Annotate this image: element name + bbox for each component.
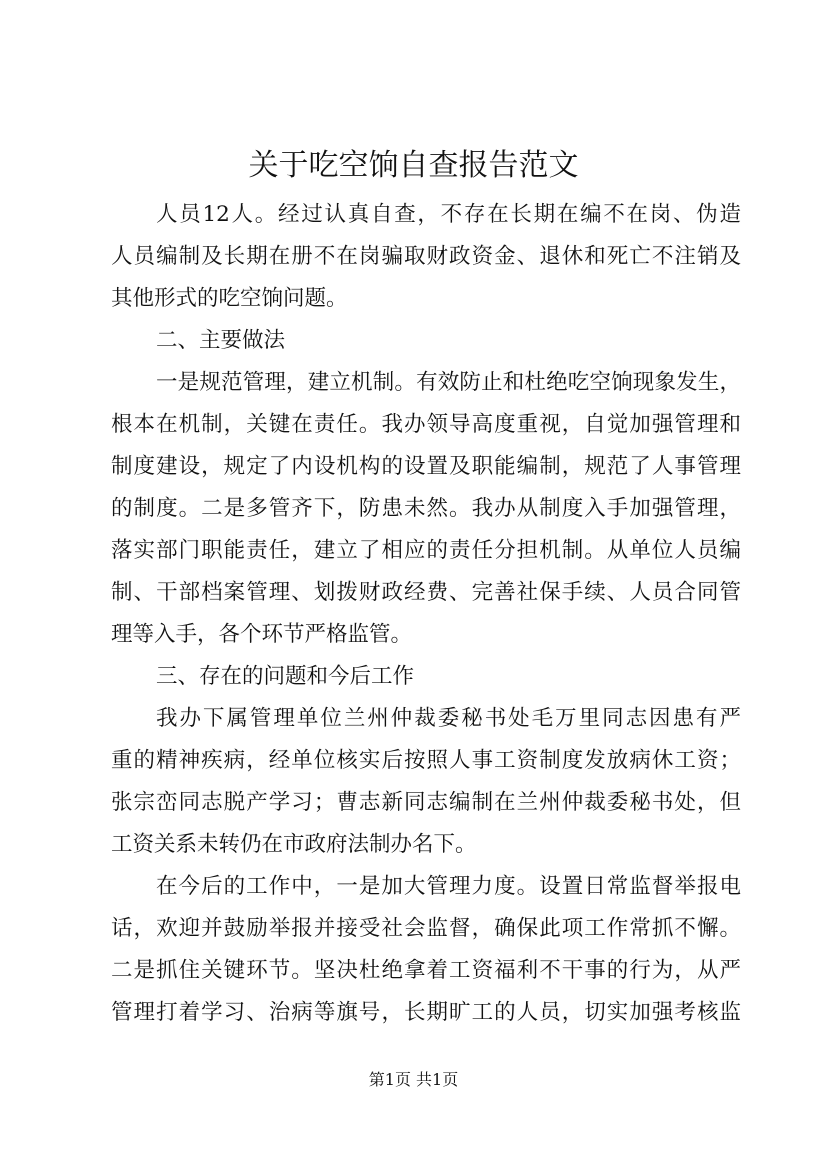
body-text-line (111, 614, 741, 656)
body-text-line (111, 278, 741, 320)
document-body (111, 194, 741, 1034)
body-text-line (111, 530, 741, 572)
body-text: 人员12人。经过认真自查，不存在长期在编不在岗、伪造 (156, 202, 741, 227)
body-text-line (111, 446, 741, 488)
body-text: 根本在机制，关键在责任。我办领导高度重视，自觉加强管理和 (111, 412, 741, 437)
body-text: 话，欢迎并鼓励举报并接受社会监督，确保此项工作常抓不懈。 (111, 916, 741, 941)
body-text-line (111, 236, 741, 278)
body-text: 我办下属管理单位兰州仲裁委秘书处毛万里同志因患有严 (156, 706, 741, 731)
body-text: 重的精神疾病，经单位核实后按照人事工资制度发放病休工资； (111, 748, 741, 773)
body-text: 其他形式的吃空饷问题。 (111, 286, 348, 311)
document-title: 关于吃空饷自查报告范文 (248, 148, 579, 183)
page-footer: 第1页 共1页 (368, 1070, 459, 1089)
body-text: 制、干部档案管理、划拨财政经费、完善社保手续、人员合同管 (111, 580, 741, 605)
body-text: 理等入手，各个环节严格监管。 (111, 622, 413, 647)
body-text: 张宗峦同志脱产学习；曹志新同志编制在兰州仲裁委秘书处，但 (111, 790, 741, 815)
body-text: 制度建设，规定了内设机构的设置及职能编制，规范了人事管理 (111, 454, 741, 479)
body-text-line (111, 950, 741, 992)
body-text-line (111, 488, 741, 530)
body-text: 一是规范管理，建立机制。有效防止和杜绝吃空饷现象发生， (156, 370, 741, 395)
body-text-line (111, 782, 741, 824)
body-text-line (111, 698, 741, 740)
body-text-line (111, 824, 741, 866)
body-text: 人员编制及长期在册不在岗骗取财政资金、退休和死亡不注销及 (111, 244, 741, 269)
body-text-line (111, 194, 741, 236)
body-text-line (111, 320, 741, 362)
body-text: 管理打着学习、治病等旗号，长期旷工的人员，切实加强考核监 (111, 1000, 741, 1025)
body-text: 在今后的工作中，一是加大管理力度。设置日常监督举报电 (156, 874, 741, 899)
body-text: 的制度。二是多管齐下，防患未然。我办从制度入手加强管理， (111, 496, 741, 521)
body-text-line (111, 908, 741, 950)
body-text-line (111, 656, 741, 698)
body-text: 工资关系未转仍在市政府法制办名下。 (111, 832, 477, 857)
body-text-line (111, 362, 741, 404)
body-text: 二是抓住关键环节。坚决杜绝拿着工资福利不干事的行为，从严 (111, 958, 741, 983)
body-text: 落实部门职能责任，建立了相应的责任分担机制。从单位人员编 (111, 538, 741, 563)
body-text-line (111, 404, 741, 446)
body-text-line (111, 992, 741, 1034)
body-text: 三、存在的问题和今后工作 (156, 664, 415, 689)
body-text-line (111, 572, 741, 614)
body-text-line (111, 866, 741, 908)
body-text-line (111, 740, 741, 782)
body-text: 二、主要做法 (156, 328, 286, 353)
